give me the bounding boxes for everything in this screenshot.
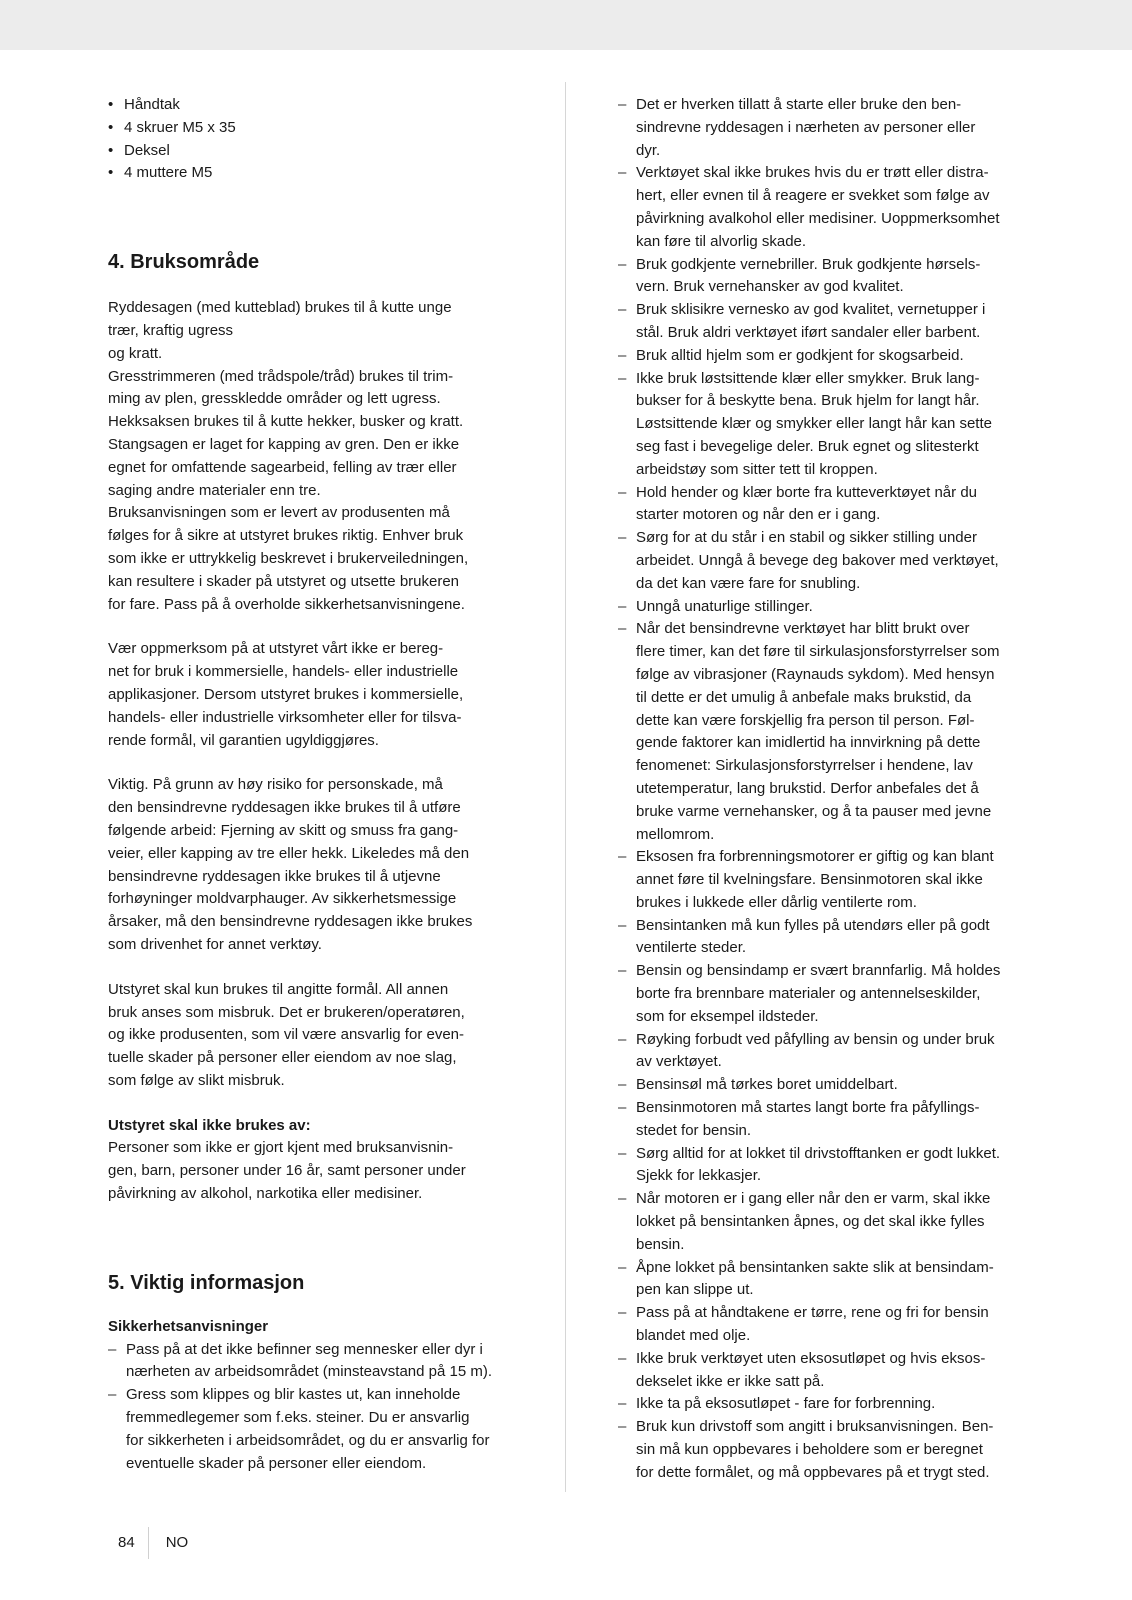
text-line: Bensinsøl må tørkes boret umiddelbart. bbox=[636, 1076, 898, 1094]
text-line: hert, eller evnen til å reagere er svekket som følge av bbox=[636, 187, 990, 205]
safety-item bbox=[108, 1339, 520, 1385]
text-line: påvirkning avalkohol eller medisiner. Uoppmerksomhet bbox=[636, 209, 1000, 227]
text-line: som følge av slikt misbruk. bbox=[108, 1071, 285, 1089]
text-line: flere timer, kan det føre til sirkulasjonsforstyrrelser som bbox=[636, 643, 1000, 661]
text-line: fenomenet: Sirkulasjonsforstyrrelser i hendene, lav bbox=[636, 757, 973, 775]
text-line: Det er hverken tillatt å starte eller bruke den ben- bbox=[636, 96, 962, 113]
section-5-title: 5. Viktig informasjon bbox=[108, 1271, 305, 1294]
parts-list bbox=[108, 94, 520, 185]
safety-item bbox=[618, 846, 1027, 914]
right-column bbox=[618, 94, 1027, 1485]
safety-item bbox=[618, 1097, 1027, 1143]
text-line: dyr. bbox=[636, 141, 661, 159]
text-line: og ikke produsenten, som vil være ansvarlig for even- bbox=[108, 1026, 465, 1044]
text-line: som ikke er uttrykkelig beskrevet i brukerveiledningen, bbox=[108, 549, 469, 567]
text-line: Ikke ta på eksosutløpet - fare for forbrenning. bbox=[636, 1395, 936, 1413]
section-4-title: 4. Bruksområde bbox=[108, 251, 260, 274]
text-line: Hekksaksen brukes til å kutte hekker, busker og kratt. bbox=[108, 413, 464, 431]
safety-list-right bbox=[618, 94, 1027, 1485]
text-line: net for bruk i kommersielle, handels- eller industrielle bbox=[108, 663, 459, 681]
text-line: Eksosen fra forbrenningsmotorer er giftig og kan blant bbox=[636, 848, 994, 866]
section-4-paragraph-2 bbox=[108, 638, 520, 752]
text-line: mellomrom. bbox=[636, 825, 715, 843]
list-item: • 4 muttere M5 bbox=[108, 162, 520, 185]
text-line: egnet for omfattende sagearbeid, felling av trær eller bbox=[108, 458, 457, 476]
text-line: Sørg for at du står i en stabil og sikker stilling under bbox=[636, 529, 977, 547]
safety-item bbox=[618, 1257, 1027, 1303]
text-line: Løstsittende klær og smykker eller langt hår kan sette bbox=[636, 415, 992, 433]
text-line: Personer som ikke er gjort kjent med bruksanvisnin- bbox=[108, 1139, 454, 1157]
text-line: da det kan være fare for snubling. bbox=[636, 574, 861, 592]
text-line: ming av plen, gresskledde områder og lett ugress. bbox=[108, 390, 441, 408]
not-use-heading: Utstyret skal ikke brukes av: bbox=[108, 1116, 311, 1134]
safety-item bbox=[618, 1188, 1027, 1256]
text-line: bruk anses som misbruk. Det er brukeren/operatøren, bbox=[108, 1003, 465, 1021]
text-line: Bruk godkjente vernebriller. Bruk godkjente hørsels- bbox=[636, 255, 981, 273]
text-line: Sørg alltid for at lokket til drivstofftanken er godt lukket. bbox=[636, 1144, 1001, 1162]
text-line: og kratt. bbox=[108, 344, 163, 362]
text-line: kan resultere i skader på utstyret og utsette brukeren bbox=[108, 572, 460, 590]
text-line: tuelle skader på personer eller eiendom av noe slag, bbox=[108, 1049, 457, 1067]
text-line: Bruk kun drivstoff som angitt i bruksanvisningen. Ben- bbox=[636, 1418, 994, 1436]
section-4-paragraph-1 bbox=[108, 297, 520, 616]
text-line: bukser for å beskytte bena. Bruk hjelm for langt hår. bbox=[636, 392, 980, 410]
text-line: Når motoren er i gang eller når den er varm, skal ikke bbox=[636, 1190, 991, 1208]
safety-item bbox=[618, 1143, 1027, 1189]
text-line: dekselet ikke er ikke satt på. bbox=[636, 1372, 825, 1390]
safety-item bbox=[618, 960, 1027, 1028]
text-line: Røyking forbudt ved påfylling av bensin og under bruk bbox=[636, 1030, 995, 1048]
text-line: bruke varme vernehansker, og å ta pauser med jevne bbox=[636, 802, 992, 820]
text-line: handels- eller industrielle virksomheter eller for tilsva- bbox=[108, 708, 462, 726]
language-code: NO bbox=[165, 1534, 189, 1551]
text-line: Bruk sklisikre vernesko av god kvalitet, vernetupper i bbox=[636, 301, 986, 319]
section-4-paragraph-3 bbox=[108, 774, 520, 956]
text-line: den bensindrevne ryddesagen ikke brukes til å utføre bbox=[108, 799, 461, 817]
text-line: blandet med olje. bbox=[636, 1327, 751, 1345]
text-line: stål. Bruk aldri verktøyet iført sandaler eller barbent. bbox=[636, 323, 981, 341]
text-line: stedet for bensin. bbox=[636, 1121, 752, 1139]
text-line: fremmedlegemer som f.eks. steiner. Du er ansvarlig bbox=[126, 1409, 470, 1427]
safety-item bbox=[618, 596, 1027, 619]
column-divider bbox=[565, 82, 566, 1492]
text-line: for sikkerheten i arbeidsområdet, og du er ansvarlig for bbox=[126, 1431, 490, 1449]
text-line: saging andre materialer enn tre. bbox=[108, 481, 321, 499]
safety-subheading: Sikkerhetsanvisninger bbox=[108, 1317, 269, 1335]
text-line: arbeidstøy som sitter tett til kroppen. bbox=[636, 460, 878, 478]
text-line: Vær oppmerksom på at utstyret vårt ikke er bereg- bbox=[108, 640, 444, 658]
text-line: av verktøyet. bbox=[636, 1053, 722, 1071]
text-line: forhøyninger moldvarphauger. Av sikkerhetsmessige bbox=[108, 890, 457, 908]
text-line: Når det bensindrevne verktøyet har blitt brukt over bbox=[636, 620, 970, 638]
text-line: til dette er det umulig å anbefale maks brukstid, da bbox=[636, 688, 972, 706]
text-line: bensin. bbox=[636, 1235, 685, 1253]
text-line: nærheten av arbeidsområdet (minsteavstand på 15 m). bbox=[126, 1363, 493, 1381]
text-line: Hold hender og klær borte fra kutteverktøyet når du bbox=[636, 483, 978, 501]
text-line: arbeidet. Unngå å bevege deg bakover med verktøyet, bbox=[636, 551, 999, 569]
text-line: Åpne lokket på bensintanken sakte slik at bensindam- bbox=[636, 1258, 994, 1276]
text-line: påvirkning av alkohol, narkotika eller medisiner. bbox=[108, 1185, 423, 1203]
safety-item bbox=[618, 1393, 1027, 1416]
text-line: Ikke bruk løstsittende klær eller smykker. Bruk lang- bbox=[636, 369, 980, 387]
text-line: Verktøyet skal ikke brukes hvis du er trøtt eller distra- bbox=[636, 164, 989, 182]
text-line: som for eksempel ildsteder. bbox=[636, 1007, 819, 1025]
text-line: sindrevne ryddesagen i nærheten av personer eller bbox=[636, 118, 976, 136]
safety-item bbox=[618, 368, 1027, 482]
safety-item bbox=[618, 94, 1027, 162]
text-line: for fare. Pass på å overholde sikkerhetsanvisningene. bbox=[108, 595, 465, 613]
text-line: vern. Bruk vernehansker av god kvalitet. bbox=[636, 278, 904, 296]
list-item: • 4 skruer M5 x 35 bbox=[108, 117, 520, 140]
safety-item bbox=[618, 1074, 1027, 1097]
safety-item bbox=[618, 1302, 1027, 1348]
text-line: sin må kun oppbevares i beholdere som er beregnet bbox=[636, 1441, 983, 1459]
footer-separator bbox=[148, 1527, 149, 1559]
text-line: Unngå unaturlige stillinger. bbox=[636, 597, 813, 615]
text-line: Bensin og bensindamp er svært brannfarlig. Må holdes bbox=[636, 962, 1001, 980]
text-line: gen, barn, personer under 16 år, samt personer under bbox=[108, 1162, 466, 1180]
text-line: følge av vibrasjoner (Raynauds sykdom). Med hensyn bbox=[636, 665, 995, 683]
text-line: eventuelle skader på personer eller eiendom. bbox=[126, 1454, 427, 1472]
safety-item bbox=[618, 162, 1027, 253]
text-line: Ikke bruk verktøyet uten eksosutløpet og hvis eksos- bbox=[636, 1349, 986, 1367]
safety-item bbox=[108, 1384, 520, 1475]
text-line: Utstyret skal kun brukes til angitte formål. All annen bbox=[108, 980, 449, 998]
safety-item bbox=[618, 254, 1027, 300]
text-line: starter motoren og når den er i gang. bbox=[636, 506, 881, 524]
text-line: rende formål, vil garantien ugyldiggjøres. bbox=[108, 731, 379, 749]
text-line: utetemperatur, lang brukstid. Derfor anbefales det å bbox=[636, 779, 979, 797]
safety-item bbox=[618, 915, 1027, 961]
top-bar bbox=[0, 0, 1132, 50]
text-line: ventilerte steder. bbox=[636, 939, 747, 957]
safety-item bbox=[618, 299, 1027, 345]
text-line: Viktig. På grunn av høy risiko for personskade, må bbox=[108, 776, 443, 794]
safety-item bbox=[618, 1029, 1027, 1075]
text-line: trær, kraftig ugress bbox=[108, 321, 234, 339]
text-line: Stangsagen er laget for kapping av gren. Den er ikke bbox=[108, 435, 460, 453]
text-line: Sjekk for lekkasjer. bbox=[636, 1167, 762, 1185]
text-line: Bruksanvisningen som er levert av produsenten må bbox=[108, 504, 450, 522]
text-line: Gress som klippes og blir kastes ut, kan inneholde bbox=[126, 1386, 461, 1404]
safety-item bbox=[618, 1348, 1027, 1394]
list-item: • Håndtak bbox=[108, 94, 520, 117]
safety-item bbox=[618, 482, 1027, 528]
text-line: Pass på at det ikke befinner seg mennesker eller dyr i bbox=[126, 1340, 483, 1358]
list-item: • Deksel bbox=[108, 140, 520, 163]
text-line: for dette formålet, og må oppbevares på et trygt sted. bbox=[636, 1463, 990, 1481]
page-number: 84 bbox=[118, 1534, 135, 1551]
safety-item bbox=[618, 618, 1027, 846]
text-line: følges for å sikre at utstyret brukes riktig. Enhver bruk bbox=[108, 527, 464, 545]
text-line: følgende arbeid: Fjerning av skitt og smuss fra gang- bbox=[108, 821, 459, 839]
safety-item bbox=[618, 527, 1027, 595]
text-line: Ryddesagen (med kutteblad) brukes til å kutte unge bbox=[108, 299, 452, 317]
safety-list-left bbox=[108, 1339, 520, 1476]
text-line: Pass på at håndtakene er tørre, rene og fri for bensin bbox=[636, 1304, 989, 1322]
section-4-paragraph-4 bbox=[108, 979, 520, 1093]
text-line: borte fra brennbare materialer og antennelseskilder, bbox=[636, 985, 981, 1003]
text-line: som drivenhet for annet verktøy. bbox=[108, 935, 322, 953]
text-line: årsaker, må den bensindrevne ryddesagen ikke brukes bbox=[108, 913, 473, 931]
text-line: seg fast i bevegelige deler. Bruk egnet og slitesterkt bbox=[636, 437, 979, 455]
text-line: gende faktorer kan imidlertid ha innvirkning på dette bbox=[636, 734, 981, 752]
text-line: Bruk alltid hjelm som er godkjent for skogsarbeid. bbox=[636, 346, 964, 364]
text-line: Gresstrimmeren (med trådspole/tråd) brukes til trim- bbox=[108, 367, 454, 385]
text-line: lokket på bensintanken åpnes, og det skal ikke fylles bbox=[636, 1213, 985, 1231]
left-column bbox=[108, 94, 520, 1475]
text-line: brukes i lukkede eller dårlig ventilerte rom. bbox=[636, 893, 917, 911]
text-line: Bensinmotoren må startes langt borte fra påfyllings- bbox=[636, 1099, 980, 1117]
text-line: veier, eller kapping av tre eller hekk. Likeledes må den bbox=[108, 844, 470, 862]
text-line: Bensintanken må kun fylles på utendørs eller på godt bbox=[636, 916, 990, 934]
page-footer bbox=[118, 1527, 188, 1559]
text-line: pen kan slippe ut. bbox=[636, 1281, 754, 1299]
safety-item bbox=[618, 1416, 1027, 1484]
safety-item bbox=[618, 345, 1027, 368]
text-line: bensindrevne ryddesagen ikke brukes til å utjevne bbox=[108, 867, 441, 885]
text-line: kan føre til alvorlig skade. bbox=[636, 232, 807, 250]
text-line: annet føre til kvelningsfare. Bensinmotoren skal ikke bbox=[636, 871, 983, 889]
text-line: applikasjoner. Dersom utstyret brukes i kommersielle, bbox=[108, 685, 464, 703]
text-line: dette kan være forskjellig fra person til person. Føl- bbox=[636, 711, 975, 729]
section-4-paragraph-5 bbox=[108, 1137, 520, 1205]
